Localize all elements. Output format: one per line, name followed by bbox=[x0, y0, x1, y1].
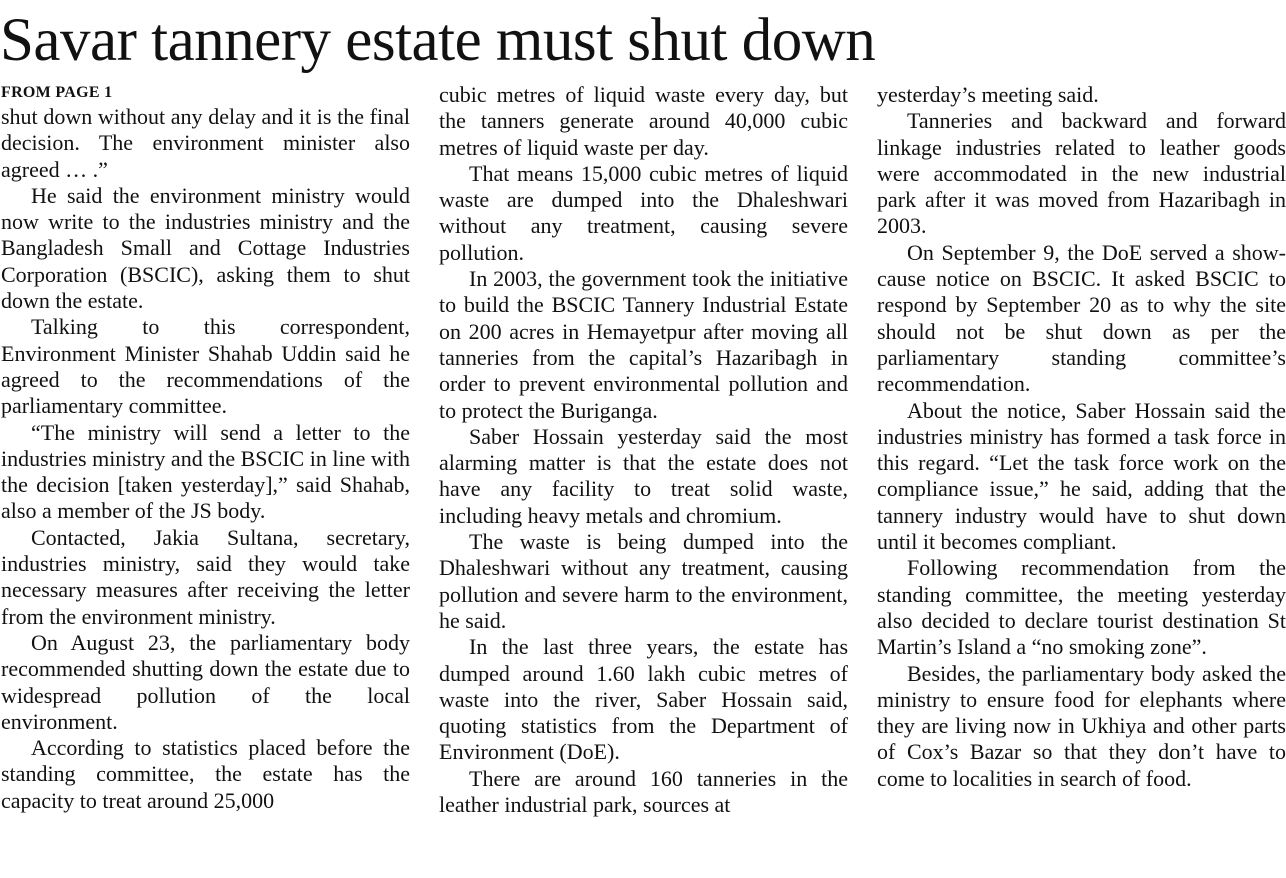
paragraph: He said the environment ministry would now write to the industries ministry and the Bangladesh Small and Cottage Industries Corporation (BSCIC), asking them to shut down the estate. bbox=[1, 182, 410, 314]
paragraph: Following recommendation from the standing committee, the meeting yesterday also decided to declare tourist destination St Martin’s Island a “no smoking zone”. bbox=[877, 555, 1286, 660]
paragraph: In the last three years, the estate has dumped around 1.60 lakh cubic metres of waste into the river, Saber Hossain said, quoting statistics from the Department of Environment (DoE). bbox=[439, 634, 848, 765]
paragraph: In 2003, the government took the initiative to build the BSCIC Tannery Industrial Estate on 200 acres in Hemayetpur after moving all tanneries from the capital’s Hazaribagh in order to prevent environmental pollution and to protect the Buriganga. bbox=[439, 266, 848, 423]
paragraph: “The ministry will send a letter to the industries ministry and the BSCIC in line with the decision [taken yesterday],” said Shahab, also a member of the JS body. bbox=[1, 419, 410, 524]
article-column-1 bbox=[1, 82, 410, 814]
paragraph: Contacted, Jakia Sultana, secretary, industries ministry, said they would take necessary measures after receiving the letter from the environment ministry. bbox=[1, 524, 410, 629]
paragraph: shut down without any delay and it is the final decision. The environment minister also agreed … .” bbox=[1, 104, 410, 182]
paragraph: Tanneries and backward and forward linkage industries related to leather goods were accommodated in the new industrial park after it was moved from Hazaribagh in 2003. bbox=[877, 108, 1286, 239]
paragraph: That means 15,000 cubic metres of liquid waste are dumped into the Dhaleshwari without any treatment, causing severe pollution. bbox=[439, 160, 848, 265]
paragraph: According to statistics placed before the standing committee, the estate has the capacity to treat around 25,000 bbox=[1, 735, 410, 813]
paragraph: There are around 160 tanneries in the leather industrial park, sources at bbox=[439, 765, 848, 818]
paragraph: cubic metres of liquid waste every day, but the tanners generate around 40,000 cubic metres of liquid waste per day. bbox=[439, 82, 848, 160]
headline: Savar tannery estate must shut down bbox=[0, 7, 876, 74]
paragraph: On September 9, the DoE served a show-cause notice on BSCIC. It asked BSCIC to respond by September 20 as to why the site should not be shut down as per the parliamentary standing committee’s recommendation. bbox=[877, 239, 1286, 397]
paragraph: About the notice, Saber Hossain said the industries ministry has formed a task force in this regard. “Let the task force work on the compliance issue,” he said, adding that the tannery industry would have to shut down until it becomes compliant. bbox=[877, 397, 1286, 555]
paragraph: Saber Hossain yesterday said the most alarming matter is that the estate does not have any facility to treat solid waste, including heavy metals and chromium. bbox=[439, 423, 848, 528]
paragraph: On August 23, the parliamentary body recommended shutting down the estate due to widespread pollution of the local environment. bbox=[1, 629, 410, 734]
jump-line: FROM PAGE 1 bbox=[1, 84, 113, 101]
paragraph: Besides, the parliamentary body asked the ministry to ensure food for elephants where they are living now in Ukhiya and other parts of Cox’s Bazar so that they don’t have to come to localities in search of food. bbox=[877, 660, 1286, 791]
article-column-3 bbox=[877, 82, 1286, 792]
paragraph: The waste is being dumped into the Dhaleshwari without any treatment, causing pollution and severe harm to the environment, he said. bbox=[439, 529, 848, 633]
paragraph: yesterday’s meeting said. bbox=[877, 82, 1099, 107]
article-column-2 bbox=[439, 82, 848, 818]
paragraph: Talking to this correspondent, Environment Minister Shahab Uddin said he agreed to the recommendations of the parliamentary committee. bbox=[1, 314, 410, 419]
